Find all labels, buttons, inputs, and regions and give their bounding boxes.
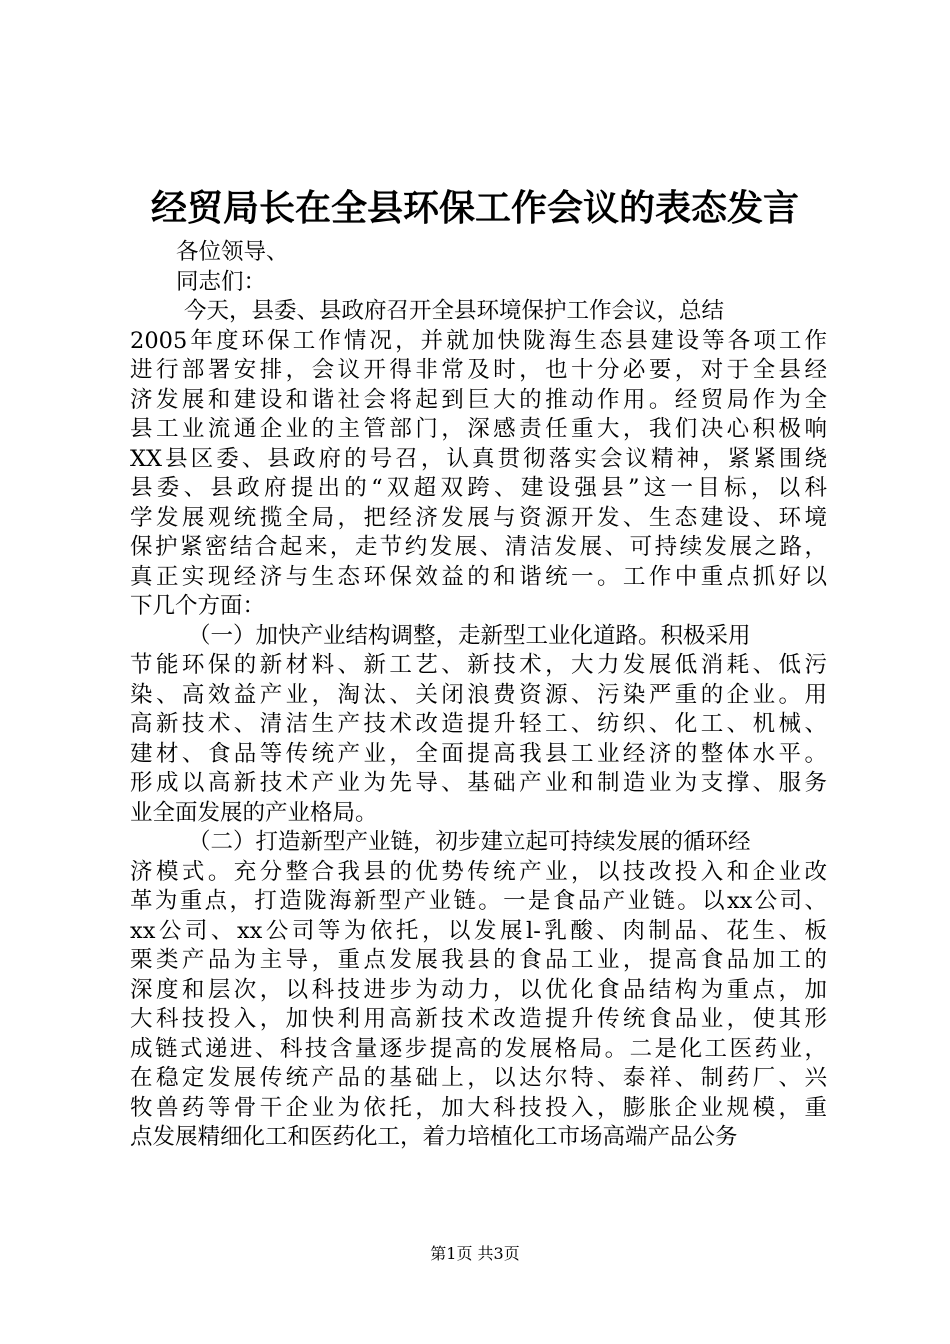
paragraph-line: 节能环保的新材料、新工艺、新技术，大力发展低消耗、低污 (130, 652, 827, 678)
page-footer: 第1页 共3页 (430, 1244, 520, 1263)
document-title: 经贸局长在全县环保工作会议的表态发言 (150, 187, 799, 229)
paragraph-line: 县工业流通企业的主管部门，深感责任重大，我们决心积极响 (130, 416, 827, 442)
paragraph-line: 济发展和建设和谐社会将起到巨大的推动作用。经贸局作为全 (130, 386, 827, 413)
paragraph-line: 建材、食品等传统产业，全面提高我县工业经济的整体水平。 (130, 740, 827, 767)
paragraph-line: 业全面发展的产业格局。 (130, 799, 378, 826)
paragraph-line: 学发展观统揽全局，把经济发展与资源开发、生态建设、环境 (130, 504, 827, 531)
paragraph-line: 革为重点，打造陇海新型产业链。一是食品产业链。以xx公司、 (130, 888, 827, 914)
paragraph-line: （一）加快产业结构调整，走新型工业化道路。积极采用 (188, 622, 751, 649)
paragraph-line: 下几个方面： (130, 593, 266, 619)
paragraph-line: 2005年度环保工作情况，并就加快陇海生态县建设等各项工作 (130, 327, 827, 354)
paragraph-line: 今天，县委、县政府召开全县环境保护工作会议，总结 (184, 298, 725, 324)
paragraph-line: 成链式递进、科技含量逐步提高的发展格局。二是化工医药业， (130, 1035, 827, 1062)
paragraph-line: 大科技投入，加快利用高新技术改造提升传统食品业，使其形 (130, 1006, 827, 1032)
paragraph-line: 点发展精细化工和医药化工，着力培植化工市场高端产品公务 (130, 1124, 738, 1150)
paragraph-line: 深度和层次，以科技进步为动力，以优化食品结构为重点，加 (130, 976, 827, 1003)
paragraph-line: 形成以高新技术产业为先导、基础产业和制造业为支撑、服务 (130, 770, 827, 796)
paragraph-line: 高新技术、清洁生产技术改造提升轻工、纺织、化工、机械、 (130, 711, 827, 737)
greeting-line: 各位领导、 (176, 239, 289, 265)
paragraph-line: 在稳定发展传统产品的基础上，以达尔特、泰祥、制药厂、兴 (130, 1065, 827, 1091)
paragraph-line: 真正实现经济与生态环保效益的和谐统一。工作中重点抓好以 (130, 563, 827, 590)
document-body (130, 238, 827, 1153)
paragraph-line: XX县区委、县政府的号召，认真贯彻落实会议精神，紧紧围绕 (130, 445, 827, 472)
paragraph-line: 牧兽药等骨干企业为依托，加大科技投入，膨胀企业规模，重 (130, 1094, 827, 1121)
paragraph-line: 染、高效益产业，淘汰、关闭浪费资源、污染严重的企业。用 (130, 681, 827, 708)
paragraph-line: 栗类产品为主导，重点发展我县的食品工业，提高食品加工的 (130, 947, 827, 973)
paragraph-line: （二）打造新型产业链，初步建立起可持续发展的循环经 (188, 829, 751, 855)
paragraph-line: 县委、县政府提出的“双超双跨、建设强县”这一目标，以科 (130, 475, 827, 501)
paragraph-line: 进行部署安排，会议开得非常及时，也十分必要，对于全县经 (130, 357, 827, 383)
greeting-line: 同志们： (176, 268, 267, 295)
paragraph-line: xx公司、xx公司等为依托，以发展l-乳酸、肉制品、花生、板 (130, 917, 827, 944)
paragraph-line: 济模式。充分整合我县的优势传统产业，以技改投入和企业改 (130, 858, 827, 885)
paragraph-line: 保护紧密结合起来，走节约发展、清洁发展、可持续发展之路， (130, 534, 827, 560)
